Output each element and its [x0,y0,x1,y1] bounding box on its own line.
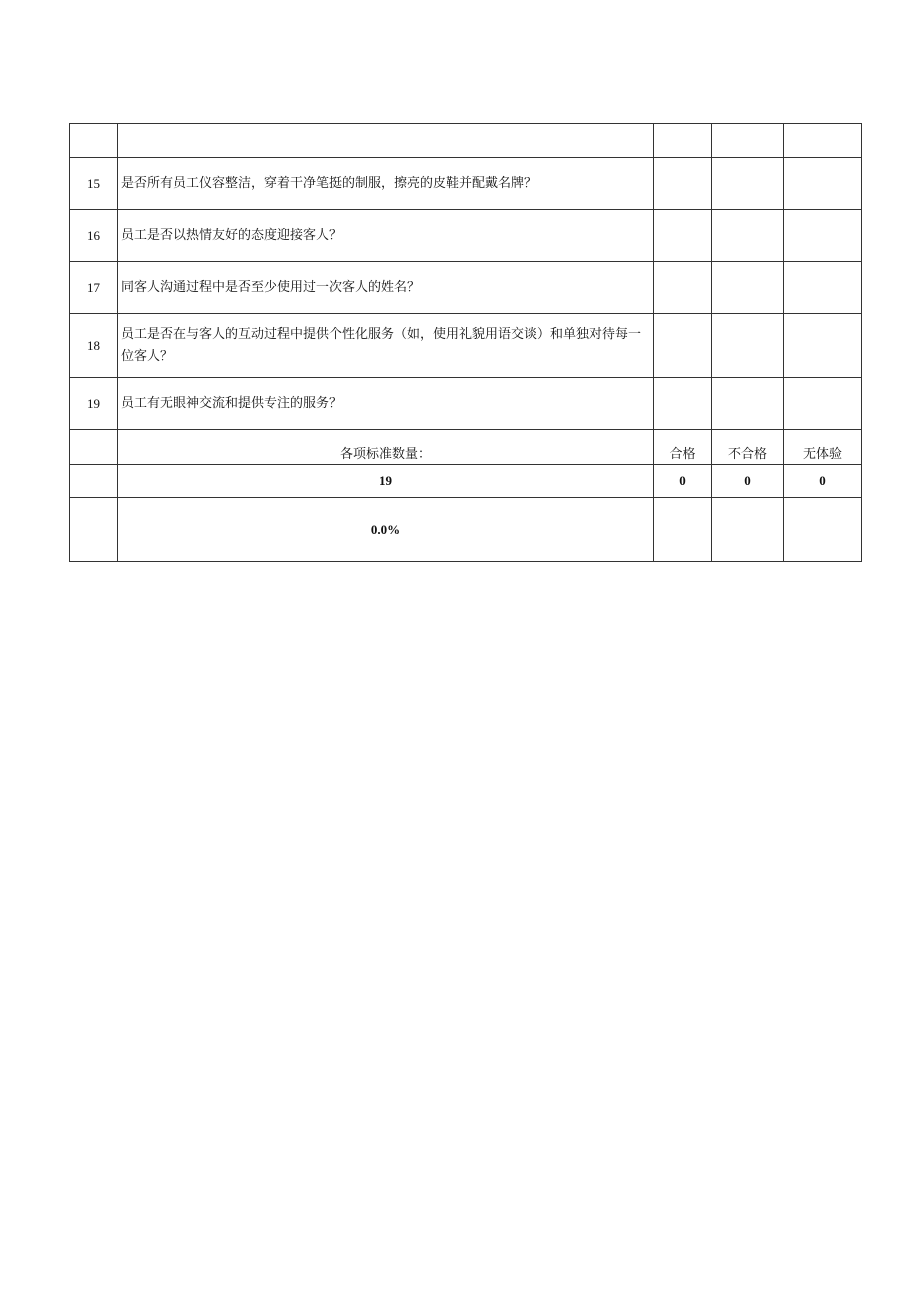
pass-mark-cell[interactable] [654,314,712,378]
item-question: 员工有无眼神交流和提供专注的服务？ [118,378,654,430]
pass-mark-cell[interactable] [654,158,712,210]
item-number: 18 [70,314,118,378]
table-row [70,210,862,262]
score-percentage: 0.0% [118,498,654,562]
empty-cell [654,124,712,158]
summary-header-row [70,430,862,465]
empty-cell [118,124,654,158]
standard-count-label: 各项标准数量： [118,430,654,465]
table-row [70,314,862,378]
na-mark-cell[interactable] [784,210,862,262]
na-mark-cell[interactable] [784,262,862,314]
fail-mark-cell[interactable] [712,314,784,378]
not-experienced-label: 无体验 [784,430,862,465]
item-number: 15 [70,158,118,210]
item-question: 员工是否在与客人的互动过程中提供个性化服务（如，使用礼貌用语交谈）和单独对待每一位客人？ [118,314,654,378]
empty-cell [784,124,862,158]
fail-mark-cell[interactable] [712,210,784,262]
pass-mark-cell[interactable] [654,262,712,314]
standard-count-value: 19 [118,465,654,498]
summary-count-row [70,465,862,498]
checklist-table [69,123,862,562]
empty-cell [70,430,118,465]
pass-label: 合格 [654,430,712,465]
empty-cell [70,498,118,562]
na-mark-cell[interactable] [784,378,862,430]
na-mark-cell[interactable] [784,314,862,378]
fail-mark-cell[interactable] [712,378,784,430]
fail-mark-cell[interactable] [712,262,784,314]
item-question: 员工是否以热情友好的态度迎接客人？ [118,210,654,262]
na-mark-cell[interactable] [784,158,862,210]
item-question: 是否所有员工仪容整洁，穿着干净笔挺的制服，擦亮的皮鞋并配戴名牌？ [118,158,654,210]
fail-count-value: 0 [712,465,784,498]
empty-cell [784,498,862,562]
empty-cell [70,465,118,498]
item-number: 17 [70,262,118,314]
pass-mark-cell[interactable] [654,378,712,430]
empty-cell [70,124,118,158]
table-row [70,378,862,430]
item-question: 同客人沟通过程中是否至少使用过一次客人的姓名？ [118,262,654,314]
table-row [70,262,862,314]
item-number: 19 [70,378,118,430]
fail-mark-cell[interactable] [712,158,784,210]
empty-cell [712,124,784,158]
not-experienced-count-value: 0 [784,465,862,498]
pass-mark-cell[interactable] [654,210,712,262]
table-row-blank [70,124,862,158]
fail-label: 不合格 [712,430,784,465]
empty-cell [712,498,784,562]
summary-percentage-row [70,498,862,562]
item-number: 16 [70,210,118,262]
empty-cell [654,498,712,562]
pass-count-value: 0 [654,465,712,498]
table-row [70,158,862,210]
